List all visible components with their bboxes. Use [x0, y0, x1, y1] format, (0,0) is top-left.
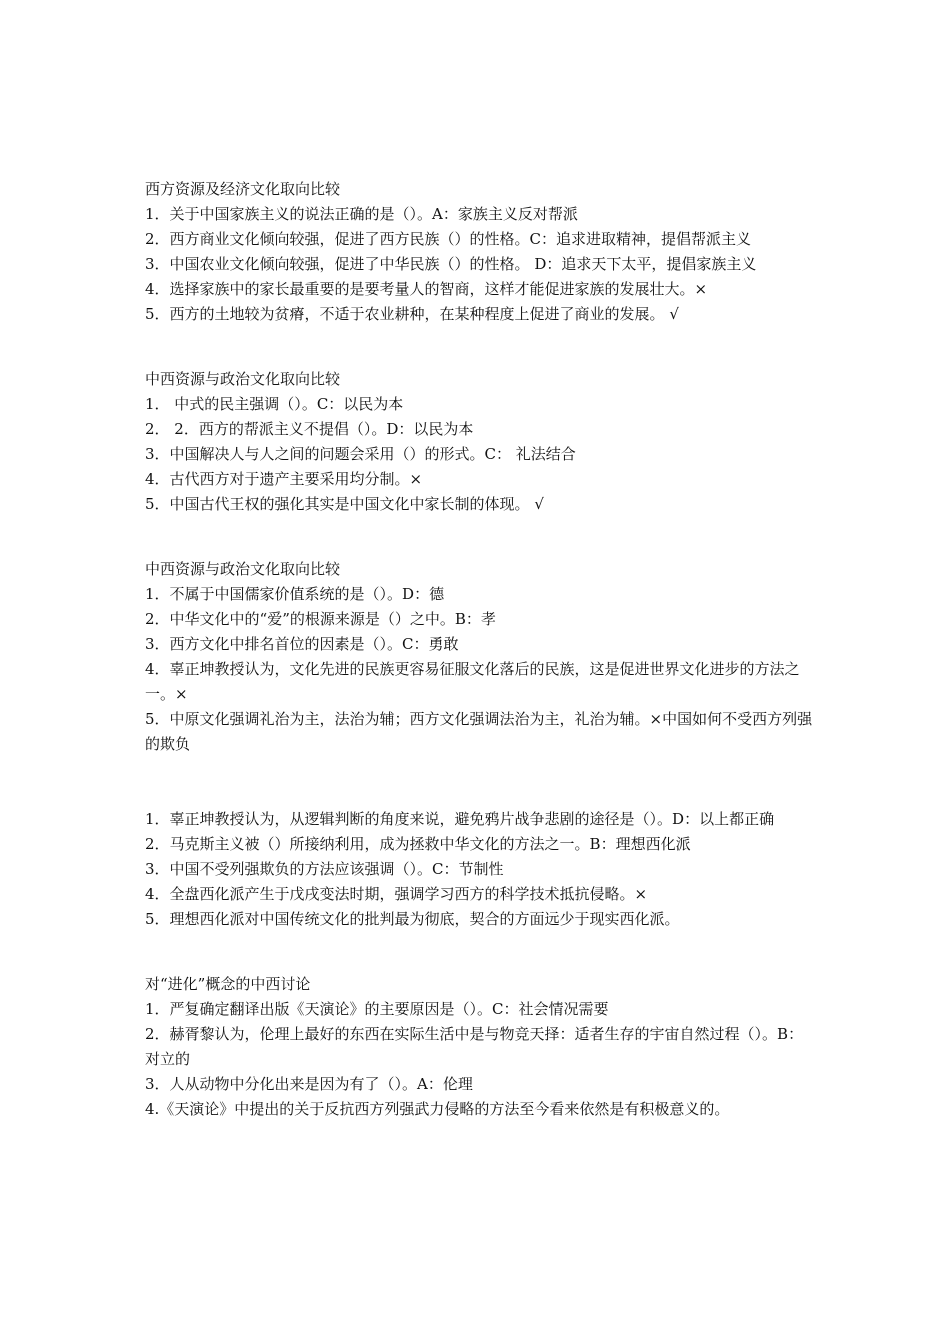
- section-politics-1: [145, 367, 813, 517]
- question-item: 4．全盘西化派产生于戊戌变法时期，强调学习西方的科学技术抵抗侵略。×: [145, 885, 648, 903]
- question-item: 1．辜正坤教授认为，从逻辑判断的角度来说，避免鸦片战争悲剧的途径是（）。D：以上都正确: [145, 810, 775, 828]
- question-item: 1． 中式的民主强调（）。C：以民为本: [145, 395, 404, 413]
- question-item: 5．西方的土地较为贫瘠，不适于农业耕种，在某种程度上促进了商业的发展。 √: [145, 305, 679, 323]
- section-heading: 对“进化”概念的中西讨论: [145, 975, 311, 993]
- question-item: 2．马克斯主义被（）所接纳利用，成为拯救中华文化的方法之一。B：理想西化派: [145, 835, 691, 853]
- question-item: 3．西方文化中排名首位的因素是（）。C：勇敢: [145, 635, 459, 653]
- question-item: 2． 2．西方的帮派主义不提倡（）。D：以民为本: [145, 420, 474, 438]
- question-item: 1．不属于中国儒家价值系统的是（）。D：德: [145, 585, 445, 603]
- section-politics-2: [145, 557, 813, 757]
- question-item: 2．西方商业文化倾向较强，促进了西方民族（）的性格。C：追求进取精神，提倡帮派主义: [145, 230, 752, 248]
- document-body: [145, 177, 813, 1122]
- question-item: 1．关于中国家族主义的说法正确的是（）。A：家族主义反对帮派: [145, 205, 578, 223]
- section-heading: 中西资源与政治文化取向比较: [145, 560, 341, 578]
- section-western-economy: [145, 177, 813, 327]
- section-evolution: [145, 972, 813, 1122]
- question-item: 4．选择家族中的家长最重要的是要考量人的智商，这样才能促进家族的发展壮大。×: [145, 280, 708, 298]
- question-item: 4．古代西方对于遗产主要采用均分制。×: [145, 470, 423, 488]
- question-item: 5．中原文化强调礼治为主，法治为辅；西方文化强调法治为主，礼治为辅。×中国如何不受西方列强的欺负: [145, 710, 813, 753]
- question-item: 4．辜正坤教授认为，文化先进的民族更容易征服文化落后的民族，这是促进世界文化进步的方法之一。×: [145, 660, 800, 703]
- question-item: 3．中国农业文化倾向较强，促进了中华民族（）的性格。 D：追求天下太平，提倡家族主义: [145, 255, 757, 273]
- question-item: 4.《天演论》中提出的关于反抗西方列强武力侵略的方法至今看来依然是有积极意义的。: [145, 1100, 730, 1118]
- question-item: 5．中国古代王权的强化其实是中国文化中家长制的体现。 √: [145, 495, 544, 513]
- question-item: 3．人从动物中分化出来是因为有了（）。A：伦理: [145, 1075, 473, 1093]
- question-item: 1．严复确定翻译出版《天演论》的主要原因是（）。C：社会情况需要: [145, 1000, 609, 1018]
- section-untitled: [145, 807, 813, 932]
- question-item: 2．赫胥黎认为，伦理上最好的东西在实际生活中是与物竞天择：适者生存的宇宙自然过程（）。B：对立的: [145, 1025, 804, 1068]
- question-item: 3．中国解决人与人之间的问题会采用（）的形式。C： 礼法结合: [145, 445, 576, 463]
- section-heading: 中西资源与政治文化取向比较: [145, 370, 341, 388]
- question-item: 3．中国不受列强欺负的方法应该强调（）。C：节制性: [145, 860, 504, 878]
- question-item: 5．理想西化派对中国传统文化的批判最为彻底，契合的方面远少于现实西化派。: [145, 910, 680, 928]
- question-item: 2．中华文化中的“爱”的根源来源是（）之中。B：孝: [145, 610, 496, 628]
- section-heading: 西方资源及经济文化取向比较: [145, 180, 341, 198]
